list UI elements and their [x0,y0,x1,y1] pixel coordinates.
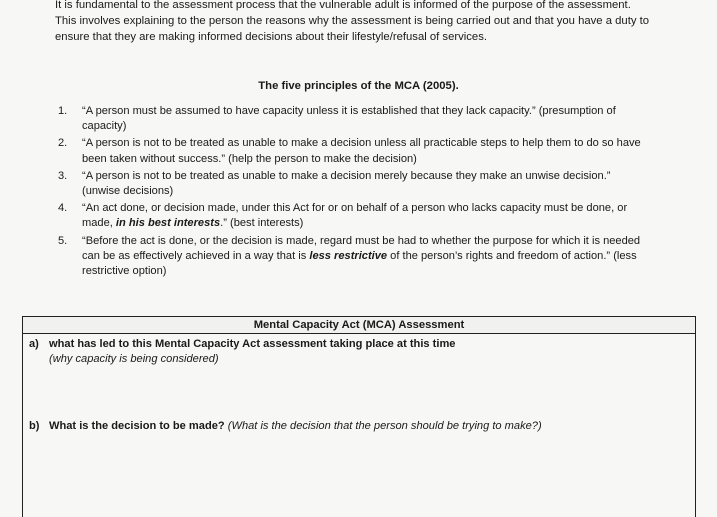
principle-text: “An act done, or decision made, under this Act for or on behalf of a person who lacks capacity must be done, or made, [82,202,628,230]
principles-list [58,104,648,281]
intro-paragraph: It is fundamental to the assessment process that the vulnerable adult is informed of the purpose of the assessment. This involves explaining to the person the reasons why the assessment is being carried out and that you have a duty to ensure that they are making informed decisions about their lifestyle/refusal of services. [55,0,650,43]
principle-emphasis: less restrictive [309,249,388,262]
principle-tag: (presumption of capacity) [82,105,616,133]
principle-item [58,234,648,280]
principle-text-end: of the person’s rights and freedom of action.” [387,249,611,262]
principle-number: 3. [58,169,68,182]
principle-text: “A person is not to be treated as unable to make a decision merely because they make an unwise decision.” [82,169,611,182]
principle-tag: (help the person to make the decision) [228,152,417,165]
question-hint: (why capacity is being considered) [49,353,219,365]
question-label: a) [29,338,39,350]
principle-item [58,136,648,166]
principle-emphasis: in his best interests [115,217,221,230]
question-b[interactable] [29,419,542,434]
question-label: b) [29,420,40,432]
principles-heading: The five principles of the MCA (2005). [258,80,459,92]
principle-item [58,169,648,199]
table-title: Mental Capacity Act (MCA) Assessment [23,317,695,334]
question-a[interactable] [29,337,455,367]
principle-number: 5. [58,234,68,247]
principle-text: “A person is not to be treated as unable to make a decision unless all practicable steps to help them to do so have been taken without success.” [82,137,641,165]
principle-item [58,201,648,231]
principle-number: 4. [58,202,68,215]
principle-item [58,104,648,134]
principle-tag: (less restrictive option) [82,249,637,278]
question-hint: (What is the decision that the person should be trying to make?) [227,420,542,432]
mca-assessment-table [22,316,696,517]
principle-tag: (unwise decisions) [82,185,174,198]
principle-number: 2. [58,137,68,150]
principle-tag: (best interests) [230,217,304,230]
principle-text: “A person must be assumed to have capacity unless it is established that they lack capacity.” [82,105,536,117]
principle-number: 1. [58,105,68,117]
principle-text: “Before the act is done, or the decision is made, regard must be had to whether the purpose for which it is needed can be as effectively achieved in a way that is [82,234,641,262]
principle-text-end: .” [220,217,227,230]
question-text: what has led to this Mental Capacity Act assessment taking place at this time [49,338,456,350]
question-text: What is the decision to be made? [49,420,225,432]
